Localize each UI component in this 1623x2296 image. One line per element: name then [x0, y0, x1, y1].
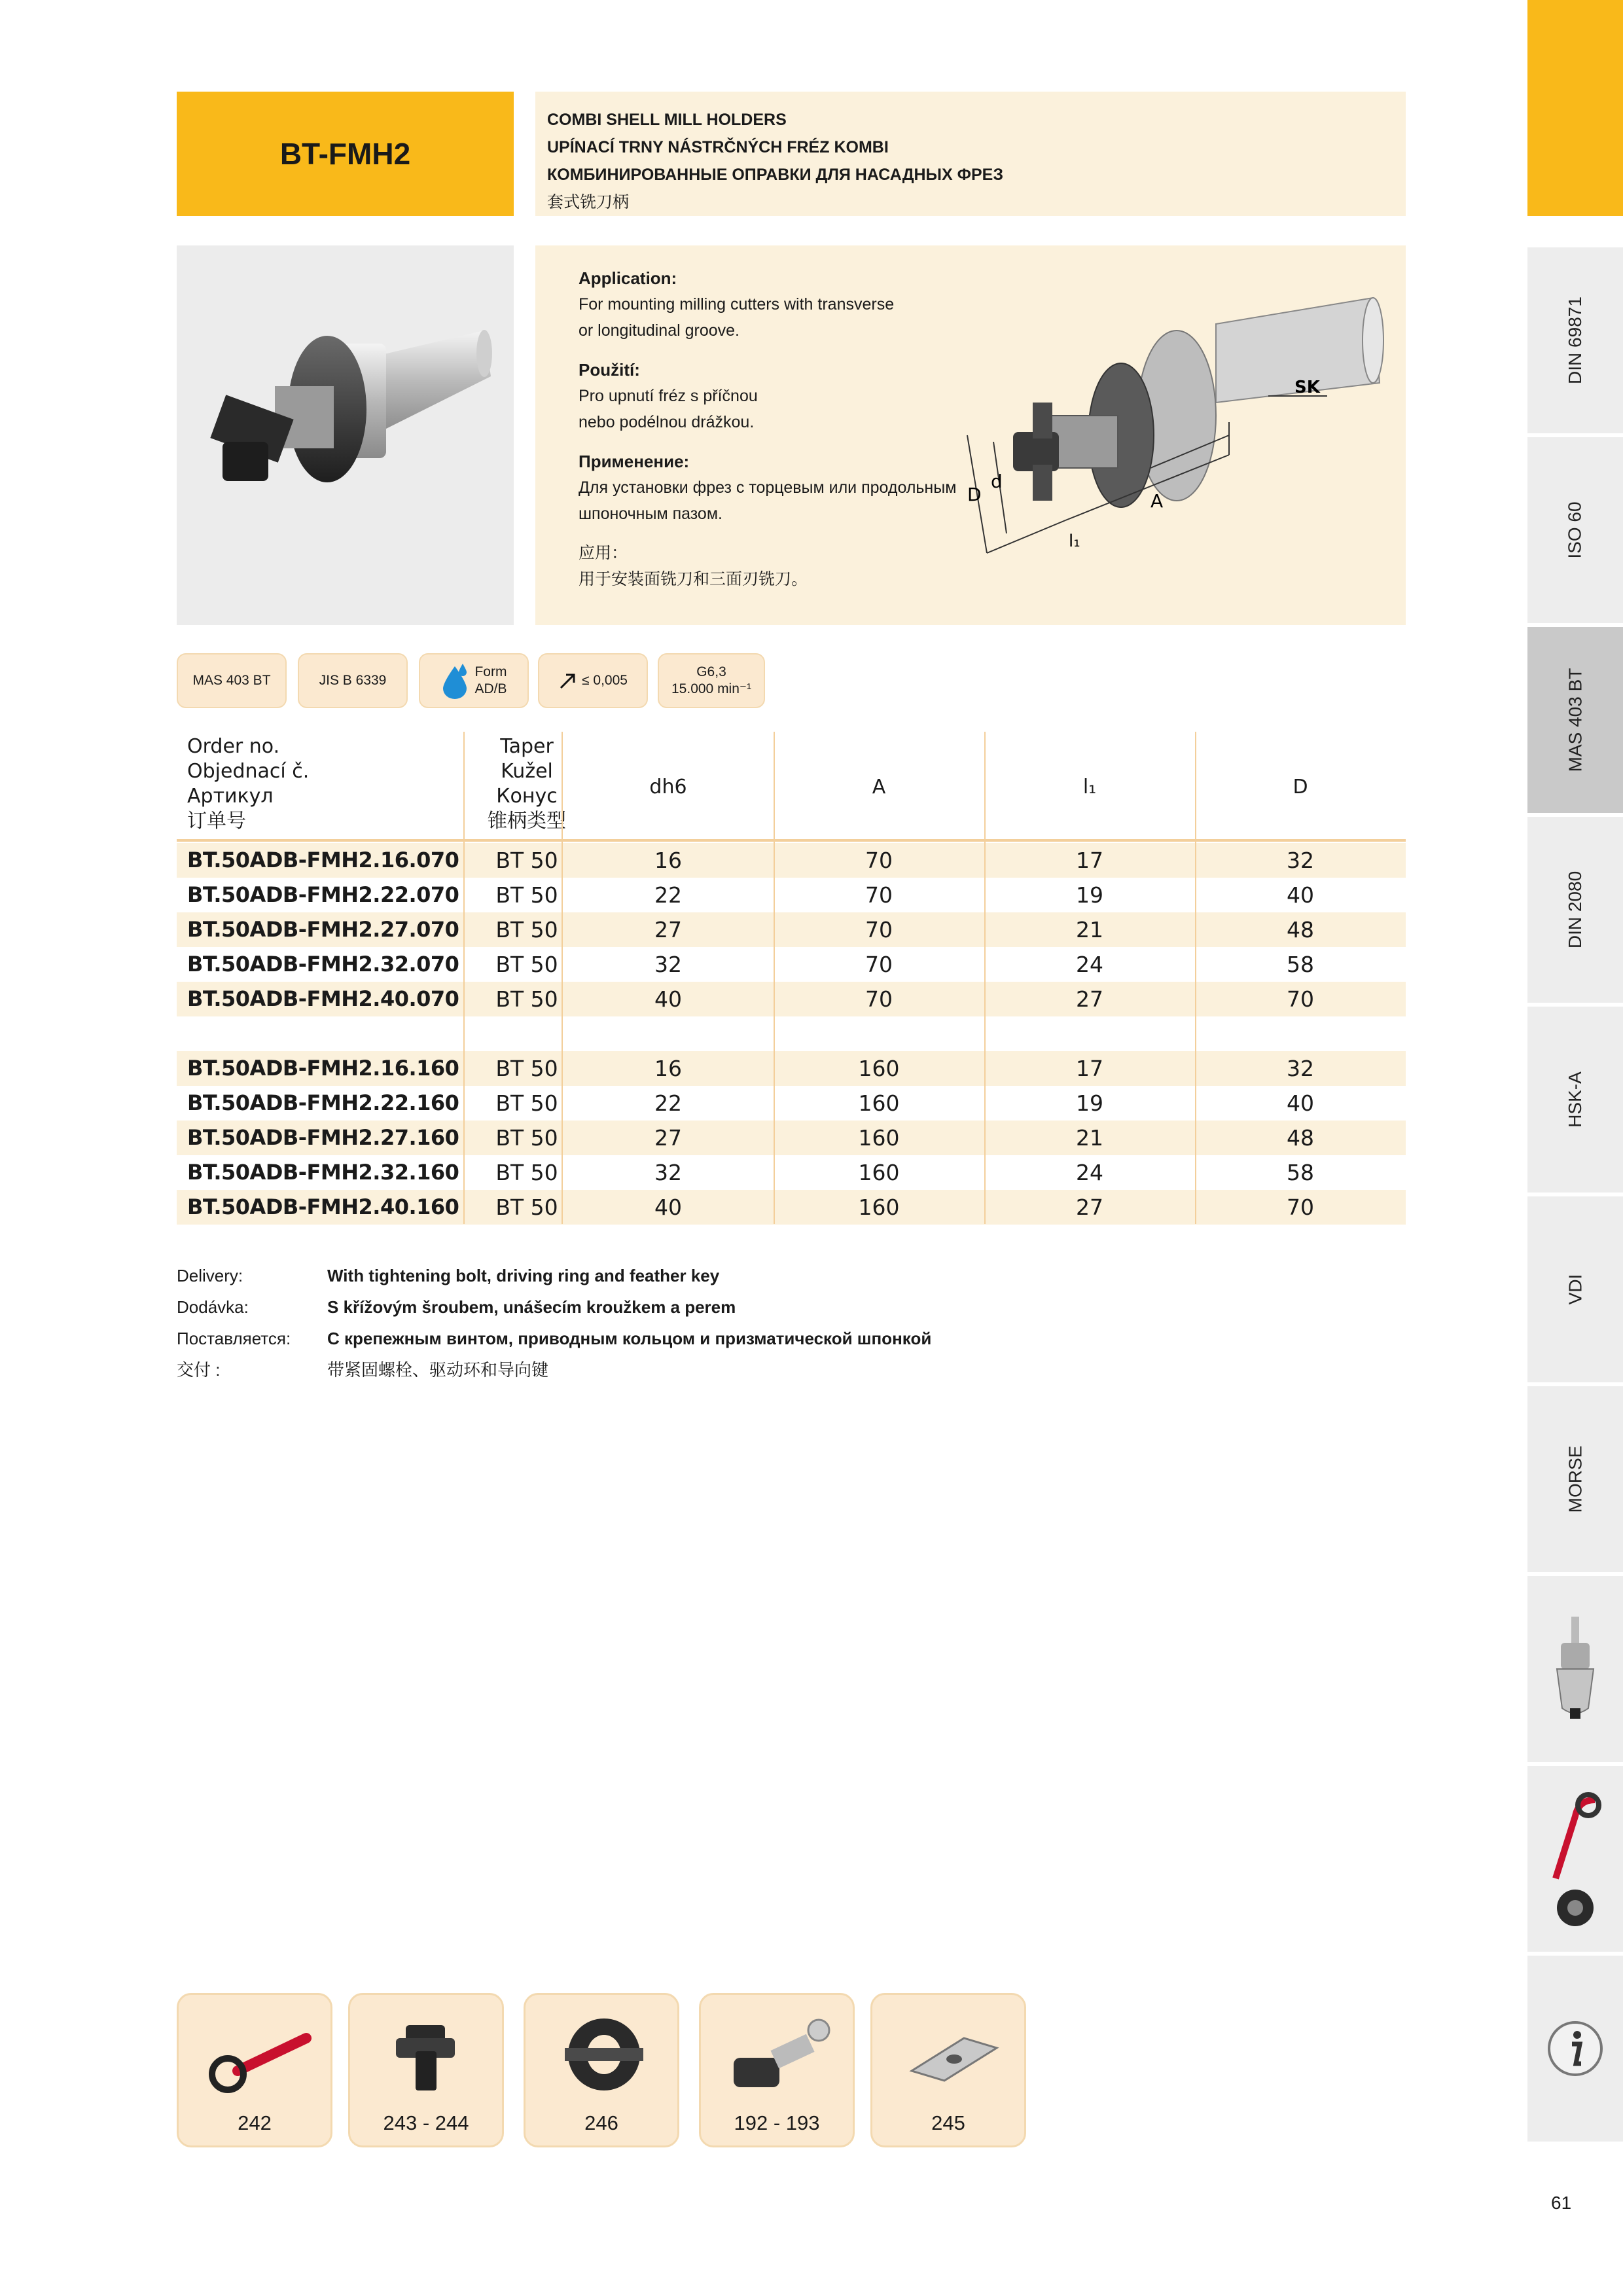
- product-photo: [177, 245, 514, 625]
- info-icon: [1546, 2019, 1605, 2078]
- header-order-cz: Objednací č.: [187, 760, 310, 783]
- a-cell: 160: [858, 1194, 900, 1220]
- column-divider: [463, 732, 465, 1224]
- dh6-cell: 40: [654, 986, 682, 1012]
- badge-form-line2: AD/B: [474, 681, 507, 696]
- order-no: BT.50ADB-FMH2.40.070: [187, 986, 459, 1011]
- order-no: BT.50ADB-FMH2.40.160: [187, 1194, 459, 1219]
- l1-cell: 17: [1076, 848, 1103, 873]
- drawing-label-l1: l₁: [1069, 531, 1080, 551]
- application-line: For mounting milling cutters with transverse: [579, 295, 895, 314]
- subtitle-zh: 套式铣刀柄: [547, 193, 630, 211]
- subtitle-en: COMBI SHELL MILL HOLDERS: [547, 111, 787, 129]
- table-row: [177, 1190, 1406, 1225]
- badge-mas-text: MAS 403 BT: [192, 673, 271, 688]
- application-line: Pro upnutí fréz s příčnou: [579, 387, 758, 405]
- product-title: BT-FMH2: [279, 137, 411, 171]
- dh6-cell: 16: [654, 1056, 682, 1081]
- application-heading-ru: Применение:: [579, 452, 690, 471]
- l1-cell: 21: [1076, 917, 1103, 942]
- dh6-cell: 22: [654, 882, 682, 908]
- sidebar-tab-vdi[interactable]: [1527, 1196, 1623, 1382]
- sidebar-tab-accessories[interactable]: [1527, 1766, 1623, 1952]
- table-row: [177, 1051, 1406, 1086]
- a-cell: 160: [858, 1090, 900, 1116]
- drawing-label-D: D: [967, 484, 982, 505]
- taper-cell: BT 50: [495, 848, 558, 873]
- sidebar-tab-din-69871[interactable]: [1527, 247, 1623, 433]
- sidebar-tab-label: DIN 69871: [1565, 296, 1585, 384]
- header-l1: l₁: [1082, 775, 1097, 798]
- page-number: 61: [1551, 2193, 1572, 2213]
- d-cell: 40: [1287, 882, 1314, 908]
- table-row: [177, 1155, 1406, 1190]
- a-cell: 70: [865, 848, 893, 873]
- badge-runout: [538, 653, 648, 708]
- badge-jis: [298, 653, 408, 708]
- a-cell: 70: [865, 952, 893, 977]
- application-heading-cz: Použití:: [579, 360, 640, 380]
- accessory-page: 246: [584, 2111, 618, 2134]
- d-cell: 48: [1287, 917, 1314, 942]
- order-no: BT.50ADB-FMH2.27.160: [187, 1125, 459, 1150]
- delivery-value: With tightening bolt, driving ring and feather key: [327, 1266, 720, 1285]
- dh6-cell: 32: [654, 1160, 682, 1185]
- table-row: [177, 843, 1406, 878]
- subtitle-cz: UPÍNACÍ TRNY NÁSTRČNÝCH FRÉZ KOMBI: [547, 138, 889, 156]
- delivery-value: S křížovým šroubem, unášecím kroužkem a perem: [327, 1297, 736, 1317]
- header-taper-ru: Конус: [496, 785, 558, 808]
- badge-balance: [658, 653, 765, 708]
- dh6-cell: 40: [654, 1194, 682, 1220]
- pull-stud-icon: [721, 2012, 838, 2097]
- badge-form-line1: Form: [474, 664, 507, 679]
- delivery-value: 带紧固螺栓、驱动环和导向键: [327, 1360, 549, 1380]
- taper-cell: BT 50: [495, 952, 558, 977]
- sidebar-tab-chucks[interactable]: [1527, 1576, 1623, 1762]
- d-cell: 40: [1287, 1090, 1314, 1116]
- d-cell: 58: [1287, 952, 1314, 977]
- sidebar-tab-iso-60[interactable]: [1527, 437, 1623, 623]
- application-heading-en: Application:: [579, 268, 677, 288]
- a-cell: 160: [858, 1125, 900, 1151]
- accessory-page: 243 - 244: [383, 2111, 469, 2134]
- drill-chuck-icon: [1549, 1610, 1601, 1728]
- header-order-ru: Артикул: [187, 785, 274, 808]
- driving-ring-icon: [545, 2012, 663, 2097]
- taper-cell: BT 50: [495, 1194, 558, 1220]
- header-order-zh: 订单号: [187, 810, 246, 833]
- sidebar-tab-din-2080[interactable]: [1527, 817, 1623, 1003]
- taper-cell: BT 50: [495, 986, 558, 1012]
- cross-bolt-icon: [370, 2012, 488, 2097]
- sidebar-accent: [1527, 0, 1623, 216]
- column-divider: [984, 732, 986, 1224]
- application-line: nebo podélnou drážkou.: [579, 413, 755, 431]
- a-cell: 70: [865, 986, 893, 1012]
- order-no: BT.50ADB-FMH2.32.160: [187, 1160, 459, 1185]
- accessory-wrench[interactable]: [177, 1993, 332, 2147]
- table-row: [177, 1086, 1406, 1121]
- a-cell: 160: [858, 1160, 900, 1185]
- d-cell: 32: [1287, 1056, 1314, 1081]
- application-line: шпоночным пазом.: [579, 505, 722, 523]
- order-no: BT.50ADB-FMH2.22.070: [187, 882, 459, 907]
- l1-cell: 27: [1076, 986, 1103, 1012]
- sidebar-tab-label: DIN 2080: [1564, 870, 1585, 949]
- d-cell: 70: [1287, 986, 1314, 1012]
- delivery-label: Delivery:: [177, 1266, 243, 1285]
- coolant-drop-icon: [440, 662, 469, 699]
- order-no: BT.50ADB-FMH2.32.070: [187, 952, 459, 977]
- delivery-label: Поставляется:: [177, 1329, 291, 1348]
- sidebar-tab-label: MAS 403 BT: [1565, 668, 1586, 772]
- dh6-cell: 22: [654, 1090, 682, 1116]
- taper-cell: BT 50: [495, 917, 558, 942]
- table-row: [177, 947, 1406, 982]
- header-order: [187, 734, 309, 834]
- dh6-cell: 32: [654, 952, 682, 977]
- column-divider: [774, 732, 775, 1224]
- header-taper-cz: Kužel: [501, 760, 553, 783]
- order-no: BT.50ADB-FMH2.16.070: [187, 848, 459, 872]
- badge-mas: [177, 653, 287, 708]
- application-panel: [535, 245, 1406, 625]
- product-subtitles: [535, 92, 1406, 216]
- accessory-page: 245: [931, 2111, 965, 2134]
- a-cell: 160: [858, 1056, 900, 1081]
- table-row: [177, 982, 1406, 1016]
- drawing-label-A: A: [1150, 490, 1164, 512]
- badge-runout-text: ≤ 0,005: [582, 673, 628, 688]
- l1-cell: 17: [1076, 1056, 1103, 1081]
- accessory-page: 192 - 193: [734, 2111, 820, 2134]
- d-cell: 58: [1287, 1160, 1314, 1185]
- accessory-bolt[interactable]: [348, 1993, 504, 2147]
- delivery-value: С крепежным винтом, приводным кольцом и призматической шпонкой: [327, 1329, 932, 1348]
- shell-mill-holder-icon: [177, 245, 514, 625]
- l1-cell: 27: [1076, 1194, 1103, 1220]
- l1-cell: 19: [1076, 1090, 1103, 1116]
- sidebar-tab-info[interactable]: [1527, 1956, 1623, 2142]
- a-cell: 70: [865, 917, 893, 942]
- taper-cell: BT 50: [495, 1125, 558, 1151]
- d-cell: 70: [1287, 1194, 1314, 1220]
- column-divider: [562, 732, 563, 1224]
- sidebar-tab-label: VDI: [1565, 1274, 1585, 1305]
- runout-arrow-icon: [558, 671, 578, 691]
- d-cell: 32: [1287, 848, 1314, 873]
- table-row: [177, 878, 1406, 912]
- product-title-box: [177, 92, 514, 216]
- sidebar-tab-mas-403-bt[interactable]: [1527, 627, 1623, 813]
- sidebar-tab-label: MORSE: [1565, 1445, 1585, 1513]
- application-line: or longitudinal groove.: [579, 321, 740, 340]
- header-order-en: Order no.: [187, 735, 280, 758]
- accessory-key[interactable]: [870, 1993, 1026, 2147]
- dh6-cell: 16: [654, 848, 682, 873]
- badge-balance-line2: 15.000 min⁻¹: [671, 681, 751, 696]
- sidebar-tab-hsk-a[interactable]: [1527, 1007, 1623, 1193]
- drawing-label-d: d: [991, 471, 1003, 492]
- header-taper-zh: 锥柄类型: [488, 810, 566, 833]
- order-no: BT.50ADB-FMH2.27.070: [187, 917, 459, 942]
- application-heading-zh: 应用：: [579, 544, 628, 562]
- taper-cell: BT 50: [495, 1056, 558, 1081]
- a-cell: 70: [865, 882, 893, 908]
- table-row: [177, 912, 1406, 947]
- accessory-ring[interactable]: [524, 1993, 679, 2147]
- badge-jis-text: JIS B 6339: [319, 673, 387, 688]
- badge-form: [419, 653, 529, 708]
- feather-key-icon: [892, 2012, 1010, 2097]
- application-line: Для установки фрез с торцевым или продольным: [579, 478, 957, 497]
- dh6-cell: 27: [654, 1125, 682, 1151]
- table-row: [177, 1121, 1406, 1155]
- taper-cell: BT 50: [495, 882, 558, 908]
- order-no: BT.50ADB-FMH2.16.160: [187, 1056, 459, 1081]
- taper-cell: BT 50: [495, 1160, 558, 1185]
- accessory-pull-stud[interactable]: [699, 1993, 855, 2147]
- l1-cell: 21: [1076, 1125, 1103, 1151]
- application-line: 用于安装面铣刀和三面刃铣刀。: [579, 570, 808, 588]
- sidebar-tab-morse[interactable]: [1527, 1386, 1623, 1572]
- order-no: BT.50ADB-FMH2.22.160: [187, 1090, 459, 1115]
- column-divider: [1195, 732, 1196, 1224]
- l1-cell: 24: [1076, 952, 1103, 977]
- l1-cell: 24: [1076, 1160, 1103, 1185]
- table-header: [177, 732, 1406, 842]
- subtitle-ru: КОМБИНИРОВАННЫЕ ОПРАВКИ ДЛЯ НАСАДНЫХ ФРЕЗ: [547, 166, 1003, 184]
- accessory-page: 242: [238, 2111, 272, 2134]
- technical-drawing: [954, 272, 1386, 599]
- wrench-nut-icon: [1543, 1787, 1608, 1931]
- badge-balance-line1: G6,3: [696, 664, 726, 679]
- sidebar-tab-label: ISO 60: [1564, 501, 1585, 559]
- header-d: D: [1293, 775, 1308, 798]
- l1-cell: 19: [1076, 882, 1103, 908]
- delivery-label: Dodávka:: [177, 1297, 249, 1317]
- sidebar-tab-label: HSK-A: [1564, 1071, 1585, 1128]
- d-cell: 48: [1287, 1125, 1314, 1151]
- dh6-cell: 27: [654, 917, 682, 942]
- header-dh6: dh6: [649, 775, 687, 798]
- header-taper-en: Taper: [500, 735, 554, 758]
- application-text: [579, 265, 984, 605]
- delivery-label: 交付 :: [177, 1360, 221, 1380]
- header-a: A: [872, 775, 886, 798]
- drawing-label-sk: SK: [1294, 378, 1320, 397]
- hook-wrench-icon: [198, 2012, 316, 2097]
- taper-cell: BT 50: [495, 1090, 558, 1116]
